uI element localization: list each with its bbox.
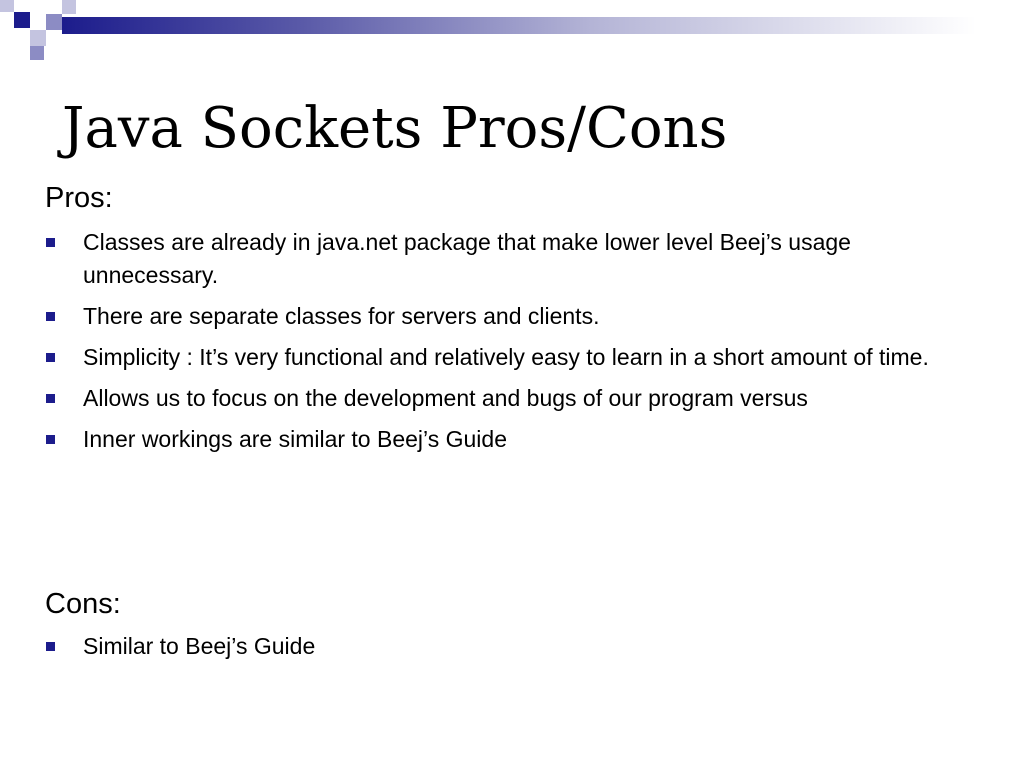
slide-title: Java Sockets Pros/Cons (62, 96, 728, 161)
cons-heading: Cons: (45, 588, 121, 620)
square-bullet-icon (46, 642, 55, 651)
list-item-text: Allows us to focus on the development and bugs of our program versus (83, 385, 808, 411)
list-item-text: Simplicity : It’s very functional and relatively easy to learn in a short amount of time. (83, 344, 929, 370)
list-item-text: Similar to Beej’s Guide (83, 633, 316, 659)
corner-square-mid (46, 14, 62, 30)
list-item (45, 226, 945, 292)
list-item (45, 423, 945, 456)
square-bullet-icon (46, 394, 55, 403)
pros-heading: Pros: (45, 182, 113, 214)
list-item (45, 341, 945, 374)
square-bullet-icon (46, 435, 55, 444)
list-item-text: Inner workings are similar to Beej’s Guide (83, 426, 507, 452)
list-item-text: There are separate classes for servers and clients. (83, 303, 600, 329)
list-item (45, 382, 945, 415)
list-item-text: Classes are already in java.net package that make lower level Beej’s usage unnecessary. (83, 229, 851, 288)
corner-square-mid (30, 46, 44, 60)
square-bullet-icon (46, 238, 55, 247)
pros-list (45, 226, 945, 464)
corner-square-light (0, 0, 14, 12)
corner-square-dark (14, 12, 30, 28)
corner-square-light (30, 30, 46, 46)
list-item (45, 300, 945, 333)
square-bullet-icon (46, 353, 55, 362)
square-bullet-icon (46, 312, 55, 321)
cons-list (45, 630, 945, 671)
list-item (45, 630, 945, 663)
header-gradient-bar (62, 17, 1024, 34)
corner-square-light (62, 0, 76, 14)
